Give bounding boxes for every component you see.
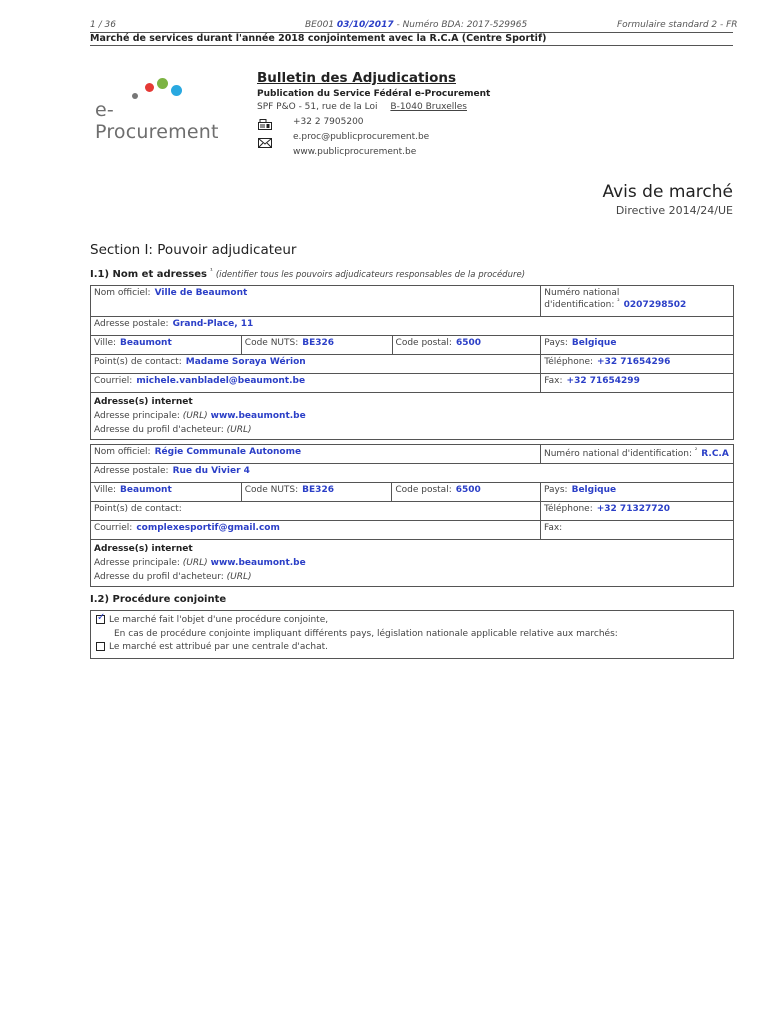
- i1-title: I.1) Nom et adresses: [90, 269, 207, 281]
- joint-option-1-label: Le marché fait l'objet d'une procédure conjointe,: [109, 615, 329, 625]
- ref-prefix: BE001: [305, 20, 335, 30]
- reference: [305, 20, 527, 30]
- label: d'identification:: [544, 300, 615, 310]
- national-id: 0207298502: [623, 300, 687, 310]
- postal-address: Rue du Vivier 4: [172, 466, 250, 476]
- official-name-cell: [91, 445, 541, 464]
- nuts-code: BE326: [302, 485, 334, 495]
- mail-icon: [258, 133, 272, 143]
- nuts-cell: [241, 483, 392, 502]
- official-name-cell: [91, 286, 541, 317]
- national-id-cell: [541, 286, 734, 317]
- postal-address-cell: [91, 464, 734, 483]
- label: Adresse postale:: [94, 466, 169, 476]
- eprocurement-logo: [95, 78, 225, 143]
- bulletin-web: www.publicprocurement.be: [293, 147, 417, 157]
- city: B-1040 Bruxelles: [390, 102, 467, 112]
- fax: +32 71654299: [566, 376, 640, 386]
- nuts-code: BE326: [302, 338, 335, 348]
- label: Adresse du profil d'acheteur:: [94, 425, 224, 435]
- label: Nom officiel:: [94, 447, 151, 457]
- url-hint: (URL): [226, 425, 252, 435]
- label: Point(s) de contact:: [94, 357, 182, 367]
- bulletin-phone: +32 2 7905200: [293, 117, 364, 127]
- label: Code NUTS:: [244, 485, 299, 495]
- country: Belgique: [571, 338, 617, 348]
- sup: ²: [617, 298, 620, 305]
- fax-cell: [541, 374, 734, 393]
- nuts-cell: [241, 336, 392, 355]
- label: Adresse postale:: [94, 319, 169, 329]
- country-cell: [541, 336, 734, 355]
- notice-directive: Directive 2014/24/UE: [615, 204, 733, 217]
- central-purchasing-checkbox[interactable]: [96, 642, 105, 651]
- phone: +32 71654296: [597, 357, 671, 367]
- official-name: Ville de Beaumont: [154, 288, 248, 298]
- internet-label: Adresse(s) internet: [94, 544, 193, 554]
- label: Fax:: [544, 376, 563, 386]
- page-number: 1 / 36: [90, 20, 116, 30]
- city-cell: [91, 336, 242, 355]
- label: Code NUTS:: [244, 338, 299, 348]
- label: Courriel:: [94, 376, 133, 386]
- email: michele.vanbladel@beaumont.be: [136, 376, 306, 386]
- ref-date: 03/10/2017: [336, 20, 394, 30]
- contact-cell: [91, 502, 541, 521]
- bulletin-email: e.proc@publicprocurement.be: [293, 132, 430, 142]
- subsection-i1: [90, 267, 525, 280]
- postal-address-cell: [91, 317, 734, 336]
- main-url: www.beaumont.be: [210, 558, 306, 568]
- internet-cell: [91, 393, 734, 440]
- subsection-i2: I.2) Procédure conjointe: [90, 594, 227, 605]
- notice-title: Avis de marché: [602, 182, 733, 202]
- label: Ville:: [94, 485, 117, 495]
- joint-option-2-label: Le marché est attribué par une centrale d'achat.: [109, 642, 328, 652]
- main-url: www.beaumont.be: [210, 411, 306, 421]
- contact-cell: [91, 355, 541, 374]
- label: Adresse principale:: [94, 411, 180, 421]
- label: Adresse principale:: [94, 558, 180, 568]
- entity-table-2: [90, 444, 734, 587]
- label: Pays:: [543, 485, 568, 495]
- bulletin-address: [257, 102, 467, 112]
- i1-sup: ¹: [210, 267, 213, 275]
- country-cell: [540, 483, 733, 502]
- joint-option-1: [96, 615, 328, 625]
- email-cell: [91, 521, 541, 540]
- joint-procedure-box: [90, 610, 734, 659]
- url-hint: (URL): [182, 558, 208, 568]
- label: Fax:: [543, 523, 563, 533]
- city-cell: [91, 483, 242, 502]
- page-title: Marché de services durant l'année 2018 conjointement avec la R.C.A (Centre Sportif): [90, 33, 547, 44]
- email: complexesportif@gmail.com: [136, 523, 280, 533]
- label: Numéro national d'identification:: [543, 449, 693, 459]
- national-id-cell: [540, 445, 733, 464]
- bulletin-title: Bulletin des Adjudications: [257, 70, 457, 86]
- label: Nom officiel:: [94, 288, 151, 298]
- postal-code-cell: [392, 336, 541, 355]
- label: Téléphone:: [543, 504, 593, 514]
- url-hint: (URL): [182, 411, 208, 421]
- header-divider-bottom: [90, 45, 733, 46]
- country: Belgique: [571, 485, 617, 495]
- postal-address: Grand-Place, 11: [172, 319, 254, 329]
- ref-suffix: - Numéro BDA: 2017-529965: [396, 20, 528, 30]
- internet-cell: [91, 540, 734, 587]
- label: Téléphone:: [544, 357, 594, 367]
- label: Adresse du profil d'acheteur:: [94, 572, 224, 582]
- label: Ville:: [94, 338, 117, 348]
- joint-note: En cas de procédure conjointe impliquant différents pays, législation nationale applicable relative aux marchés:: [114, 629, 618, 639]
- street: SPF P&O - 51, rue de la Loi: [257, 102, 378, 112]
- label: Numéro national: [544, 288, 620, 298]
- label: Pays:: [544, 338, 568, 348]
- postal-code: 6500: [455, 485, 481, 495]
- label: Code postal:: [395, 485, 452, 495]
- postal-code-cell: [392, 483, 541, 502]
- section-title: Section I: Pouvoir adjudicateur: [90, 242, 297, 258]
- sup: ²: [694, 447, 698, 454]
- internet-label: Adresse(s) internet: [94, 397, 193, 407]
- bulletin-subtitle: Publication du Service Fédéral e-Procurement: [257, 89, 491, 99]
- joint-checkbox[interactable]: [96, 615, 105, 624]
- url-hint: (URL): [226, 572, 252, 582]
- national-id: R.C.A: [701, 449, 729, 459]
- contact: Madame Soraya Wérion: [185, 357, 306, 367]
- joint-option-2: [96, 642, 328, 652]
- fax-phone-icon: [258, 115, 272, 126]
- label: Code postal:: [395, 338, 452, 348]
- fax-cell: [540, 521, 733, 540]
- email-cell: [91, 374, 541, 393]
- phone-cell: [540, 502, 733, 521]
- label: Point(s) de contact:: [94, 504, 182, 514]
- i1-note: (identifier tous les pouvoirs adjudicateurs responsables de la procédure): [215, 270, 526, 281]
- entity-table-1: [90, 285, 734, 440]
- form-name: Formulaire standard 2 - FR: [617, 20, 738, 30]
- logo-text: e-Procurement: [95, 99, 219, 143]
- phone: +32 71327720: [596, 504, 671, 514]
- city: Beaumont: [120, 338, 172, 348]
- official-name: Régie Communale Autonome: [154, 447, 302, 457]
- city: Beaumont: [120, 485, 172, 495]
- label: Courriel:: [94, 523, 133, 533]
- phone-cell: [541, 355, 734, 374]
- postal-code: 6500: [455, 338, 481, 348]
